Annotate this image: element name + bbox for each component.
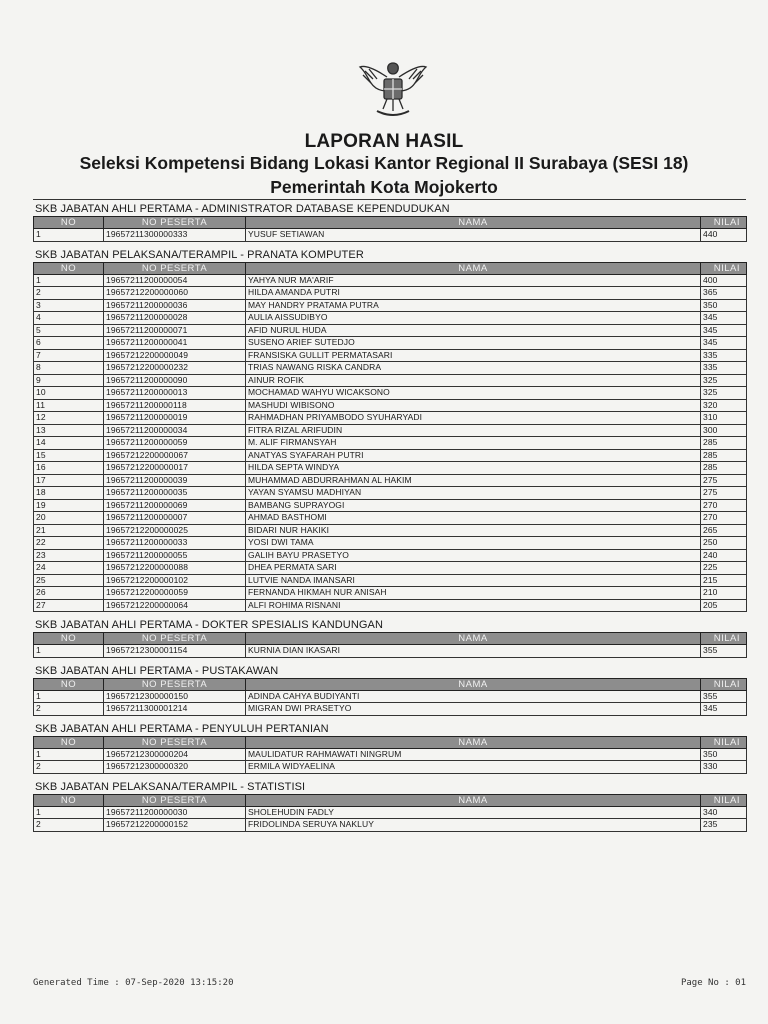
participant-name: YOSI DWI TAMA [246, 537, 701, 550]
participant-number: 19657211200000054 [104, 274, 246, 287]
score: 400 [701, 274, 747, 287]
row-number: 2 [34, 761, 104, 774]
participant-name: ADINDA CAHYA BUDIYANTI [246, 690, 701, 703]
participant-number: 19657212200000232 [104, 362, 246, 375]
participant-number: 19657211200000055 [104, 549, 246, 562]
participant-name: FRIDOLINDA SERUYA NAKLUY [246, 819, 701, 832]
participant-name: ANATYAS SYAFARAH PUTRI [246, 449, 701, 462]
participant-name: AFID NURUL HUDA [246, 324, 701, 337]
score: 270 [701, 512, 747, 525]
score: 285 [701, 437, 747, 450]
row-number: 5 [34, 324, 104, 337]
participant-number: 19657211200000069 [104, 499, 246, 512]
row-number: 9 [34, 374, 104, 387]
column-header-no: NO [34, 217, 104, 229]
score: 345 [701, 703, 747, 716]
score: 225 [701, 562, 747, 575]
table-row [34, 299, 747, 312]
score: 345 [701, 337, 747, 350]
report-subtitle: Seleksi Kompetensi Bidang Lokasi Kantor Regional II Surabaya (SESI 18) [79, 153, 689, 173]
page-number: Page No : 01 [680, 978, 746, 988]
score: 205 [701, 599, 747, 612]
score: 325 [701, 387, 747, 400]
participant-number: 19657211200000059 [104, 437, 246, 450]
row-number: 26 [34, 587, 104, 600]
result-section [33, 781, 746, 832]
row-number: 22 [34, 537, 104, 550]
participant-name: AINUR ROFIK [246, 374, 701, 387]
table-row [34, 562, 747, 575]
participant-name: BAMBANG SUPRAYOGI [246, 499, 701, 512]
participant-name: BIDARI NUR HAKIKI [246, 524, 701, 537]
row-number: 1 [34, 229, 104, 242]
row-number: 14 [34, 437, 104, 450]
row-number: 17 [34, 474, 104, 487]
score: 325 [701, 374, 747, 387]
participant-number: 19657212200000152 [104, 819, 246, 832]
participant-name: FRANSISKA GULLIT PERMATASARI [246, 349, 701, 362]
participant-name: HILDA SEPTA WINDYA [246, 462, 701, 475]
row-number: 11 [34, 399, 104, 412]
participant-name: AULIA AISSUDIBYO [246, 312, 701, 325]
column-header-nama: NAMA [246, 262, 701, 274]
table-row [34, 524, 747, 537]
participant-name: DHEA PERMATA SARI [246, 562, 701, 575]
row-number: 7 [34, 349, 104, 362]
table-row [34, 424, 747, 437]
table-row [34, 512, 747, 525]
participant-number: 19657211200000039 [104, 474, 246, 487]
table-row [34, 399, 747, 412]
participant-name: MASHUDI WIBISONO [246, 399, 701, 412]
participant-number: 19657212200000064 [104, 599, 246, 612]
table-row [34, 587, 747, 600]
results-table [33, 794, 747, 832]
participant-number: 19657212200000025 [104, 524, 246, 537]
score: 355 [701, 690, 747, 703]
column-header-nama: NAMA [246, 736, 701, 748]
result-section [33, 665, 746, 716]
results-table [33, 678, 747, 716]
participant-number: 19657211300000333 [104, 229, 246, 242]
generated-time: Generated Time : 07-Sep-2020 13:15:20 [33, 978, 234, 988]
participant-number: 19657211200000035 [104, 487, 246, 500]
participant-name: TRIAS NAWANG RISKA CANDRA [246, 362, 701, 375]
row-number: 21 [34, 524, 104, 537]
column-header-peserta: NO PESERTA [104, 678, 246, 690]
participant-number: 19657211200000034 [104, 424, 246, 437]
participant-number: 19657212200000088 [104, 562, 246, 575]
participant-name: YAYAN SYAMSU MADHIYAN [246, 487, 701, 500]
row-number: 15 [34, 449, 104, 462]
report-title: LAPORAN HASIL [304, 131, 464, 152]
participant-name: GALIH BAYU PRASETYO [246, 549, 701, 562]
score: 335 [701, 362, 747, 375]
participant-name: FITRA RIZAL ARIFUDIN [246, 424, 701, 437]
results-table [33, 216, 747, 242]
column-header-nilai: NILAI [701, 794, 747, 806]
section-title: SKB JABATAN AHLI PERTAMA - PUSTAKAWAN [35, 664, 279, 677]
table-row [34, 374, 747, 387]
table-row [34, 806, 747, 819]
result-section [33, 619, 746, 658]
title-divider [33, 199, 746, 200]
score: 210 [701, 587, 747, 600]
table-row [34, 449, 747, 462]
row-number: 13 [34, 424, 104, 437]
score: 265 [701, 524, 747, 537]
table-row [34, 761, 747, 774]
column-header-nilai: NILAI [701, 736, 747, 748]
score: 350 [701, 299, 747, 312]
column-header-peserta: NO PESERTA [104, 633, 246, 645]
row-number: 2 [34, 819, 104, 832]
table-row [34, 462, 747, 475]
participant-name: YAHYA NUR MA'ARIF [246, 274, 701, 287]
table-row [34, 537, 747, 550]
participant-name: ERMILA WIDYAELINA [246, 761, 701, 774]
row-number: 12 [34, 412, 104, 425]
table-row [34, 312, 747, 325]
score: 285 [701, 462, 747, 475]
section-title: SKB JABATAN PELAKSANA/TERAMPIL - PRANATA KOMPUTER [35, 248, 364, 261]
table-row [34, 487, 747, 500]
participant-number: 19657212200000017 [104, 462, 246, 475]
table-row [34, 287, 747, 300]
participant-number: 19657212200000059 [104, 587, 246, 600]
participant-name: MUHAMMAD ABDURRAHMAN AL HAKIM [246, 474, 701, 487]
participant-name: ALFI ROHIMA RISNANI [246, 599, 701, 612]
row-number: 18 [34, 487, 104, 500]
row-number: 23 [34, 549, 104, 562]
participant-name: SHOLEHUDIN FADLY [246, 806, 701, 819]
results-sections [33, 203, 746, 832]
participant-number: 19657211200000033 [104, 537, 246, 550]
column-header-peserta: NO PESERTA [104, 736, 246, 748]
row-number: 1 [34, 645, 104, 658]
section-title: SKB JABATAN AHLI PERTAMA - PENYULUH PERTANIAN [35, 722, 329, 735]
score: 275 [701, 487, 747, 500]
participant-name: FERNANDA HIKMAH NUR ANISAH [246, 587, 701, 600]
row-number: 2 [34, 287, 104, 300]
participant-number: 19657211200000036 [104, 299, 246, 312]
participant-number: 19657212200000049 [104, 349, 246, 362]
score: 440 [701, 229, 747, 242]
row-number: 1 [34, 748, 104, 761]
score: 270 [701, 499, 747, 512]
column-header-no: NO [34, 633, 104, 645]
table-row [34, 549, 747, 562]
score: 365 [701, 287, 747, 300]
score: 275 [701, 474, 747, 487]
section-title: SKB JABATAN PELAKSANA/TERAMPIL - STATISTISI [35, 780, 306, 793]
participant-number: 19657212300001154 [104, 645, 246, 658]
column-header-nama: NAMA [246, 633, 701, 645]
result-section [33, 249, 746, 613]
row-number: 1 [34, 274, 104, 287]
score: 240 [701, 549, 747, 562]
participant-number: 19657211200000090 [104, 374, 246, 387]
score: 235 [701, 819, 747, 832]
table-row [34, 412, 747, 425]
row-number: 3 [34, 299, 104, 312]
results-table [33, 262, 747, 613]
column-header-no: NO [34, 794, 104, 806]
score: 350 [701, 748, 747, 761]
participant-number: 19657212200000060 [104, 287, 246, 300]
participant-number: 19657212200000102 [104, 574, 246, 587]
table-row [34, 362, 747, 375]
column-header-no: NO [34, 736, 104, 748]
score: 345 [701, 324, 747, 337]
section-title: SKB JABATAN AHLI PERTAMA - DOKTER SPESIALIS KANDUNGAN [35, 619, 384, 631]
column-header-peserta: NO PESERTA [104, 794, 246, 806]
participant-name: KURNIA DIAN IKASARI [246, 645, 701, 658]
row-number: 4 [34, 312, 104, 325]
column-header-peserta: NO PESERTA [104, 217, 246, 229]
column-header-nilai: NILAI [701, 262, 747, 274]
row-number: 1 [34, 806, 104, 819]
column-header-nama: NAMA [246, 794, 701, 806]
participant-name: RAHMADHAN PRIYAMBODO SYUHARYADI [246, 412, 701, 425]
row-number: 27 [34, 599, 104, 612]
participant-name: HILDA AMANDA PUTRI [246, 287, 701, 300]
participant-name: LUTVIE NANDA IMANSARI [246, 574, 701, 587]
table-row [34, 474, 747, 487]
score: 215 [701, 574, 747, 587]
participant-name: M. ALIF FIRMANSYAH [246, 437, 701, 450]
score: 300 [701, 424, 747, 437]
score: 340 [701, 806, 747, 819]
garuda-emblem-icon [357, 55, 429, 125]
participant-name: AHMAD BASTHOMI [246, 512, 701, 525]
row-number: 16 [34, 462, 104, 475]
page-footer [33, 978, 746, 988]
row-number: 1 [34, 690, 104, 703]
score: 285 [701, 449, 747, 462]
table-row [34, 499, 747, 512]
participant-number: 19657211200000013 [104, 387, 246, 400]
score: 310 [701, 412, 747, 425]
table-row [34, 574, 747, 587]
table-row [34, 748, 747, 761]
participant-number: 19657212300000150 [104, 690, 246, 703]
row-number: 19 [34, 499, 104, 512]
participant-name: MIGRAN DWI PRASETYO [246, 703, 701, 716]
table-row [34, 703, 747, 716]
table-row [34, 229, 747, 242]
participant-number: 19657212300000204 [104, 748, 246, 761]
results-table [33, 736, 747, 774]
score: 320 [701, 399, 747, 412]
row-number: 10 [34, 387, 104, 400]
participant-name: YUSUF SETIAWAN [246, 229, 701, 242]
result-section [33, 723, 746, 774]
participant-name: MOCHAMAD WAHYU WICAKSONO [246, 387, 701, 400]
table-row [34, 274, 747, 287]
column-header-no: NO [34, 678, 104, 690]
row-number: 8 [34, 362, 104, 375]
row-number: 2 [34, 703, 104, 716]
participant-number: 19657212300000320 [104, 761, 246, 774]
result-section [33, 203, 746, 242]
column-header-nilai: NILAI [701, 678, 747, 690]
participant-number: 19657212200000067 [104, 449, 246, 462]
participant-number: 19657211200000071 [104, 324, 246, 337]
participant-number: 19657211200000007 [104, 512, 246, 525]
column-header-nama: NAMA [246, 678, 701, 690]
score: 330 [701, 761, 747, 774]
column-header-nilai: NILAI [701, 633, 747, 645]
table-row [34, 599, 747, 612]
column-header-nama: NAMA [246, 217, 701, 229]
score: 345 [701, 312, 747, 325]
table-row [34, 387, 747, 400]
row-number: 20 [34, 512, 104, 525]
table-row [34, 324, 747, 337]
row-number: 24 [34, 562, 104, 575]
participant-number: 19657211200000028 [104, 312, 246, 325]
table-row [34, 690, 747, 703]
participant-number: 19657211200000118 [104, 399, 246, 412]
row-number: 6 [34, 337, 104, 350]
score: 335 [701, 349, 747, 362]
participant-number: 19657211200000041 [104, 337, 246, 350]
table-row [34, 819, 747, 832]
participant-number: 19657211300001214 [104, 703, 246, 716]
row-number: 25 [34, 574, 104, 587]
results-table [33, 632, 747, 658]
participant-name: MAULIDATUR RAHMAWATI NINGRUM [246, 748, 701, 761]
section-title: SKB JABATAN AHLI PERTAMA - ADMINISTRATOR DATABASE KEPENDUDUKAN [35, 203, 450, 215]
participant-number: 19657211200000019 [104, 412, 246, 425]
participant-number: 19657211200000030 [104, 806, 246, 819]
report-subtitle-agency: Pemerintah Kota Mojokerto [270, 177, 498, 197]
table-row [34, 349, 747, 362]
participant-name: MAY HANDRY PRATAMA PUTRA [246, 299, 701, 312]
score: 355 [701, 645, 747, 658]
table-row [34, 645, 747, 658]
column-header-no: NO [34, 262, 104, 274]
column-header-peserta: NO PESERTA [104, 262, 246, 274]
column-header-nilai: NILAI [701, 217, 747, 229]
table-row [34, 337, 747, 350]
participant-name: SUSENO ARIEF SUTEDJO [246, 337, 701, 350]
score: 250 [701, 537, 747, 550]
table-row [34, 437, 747, 450]
